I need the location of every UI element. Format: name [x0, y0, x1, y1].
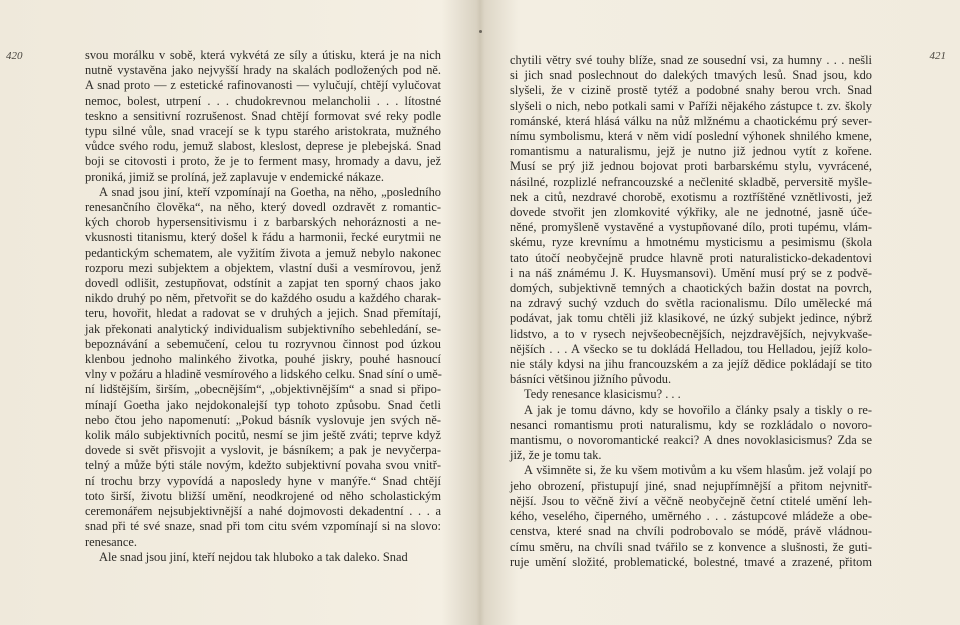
text-line: bepoznávání a sebemučení, celou tu rozryvnou činnost pod úzkou	[85, 336, 441, 351]
text-line: již, že je tomu tak.	[510, 448, 602, 463]
text-line: násilné, rozplizlé nefrancouzské a nečlenité skladbě, perversitě myšle-	[510, 174, 872, 189]
text-line: svou morálku v sobě, která vykvétá ze síly a útisku, která je na nich	[85, 48, 441, 62]
text-line: toto širší, životu bližší umění, neodkrojené od něho scholastickým	[85, 488, 441, 503]
text-line: kého, veselého, čiperného, uměrného . . . zástupcové mládeže a obe-	[510, 509, 872, 524]
text-line: slyšeli, že v cizině prostě tytéž a podobné snahy berou vrch. Snad	[510, 83, 872, 98]
text-line: teskno a sensitivní rozrušenost. Snad chtějí formovat své reky podle	[85, 108, 441, 123]
text-line: jeho obrození, přistupují jiné, snad nejupřímnější a přitom nejvnitř-	[510, 478, 872, 493]
text-line: nější. Jsou to věčně živí a věčně neobyčejně četní ctitelé umění leh-	[510, 493, 872, 508]
left-page-number: 420	[6, 50, 23, 62]
text-line: básníci většinou jižního původu.	[510, 372, 672, 387]
text-line: skému, ryze krevnímu a hmotnému mysticismu a pesimismu (škola	[510, 235, 872, 250]
text-line: telný a může býti stále novým, kdežto subjektivní povaha svou vnitř-	[85, 458, 441, 473]
text-line: něné, promyšleně vystavěné a vystupňované dílo, proti tupému, vlám-	[510, 220, 872, 235]
text-line: renesančního člověka“, na něho, který dovedl ozdravět z romantic-	[85, 200, 441, 215]
text-line: nímu symbolismu, která v něm vidí poslední výhonek shnilého kmene,	[510, 129, 872, 144]
right-page-number: 421	[929, 50, 946, 62]
text-line: pedantickým schematem, ale vyžitím života a jemuž nebylo nakonec	[85, 245, 441, 260]
text-line: domých, subjektivně temných a chaotických bažin dostat na povrch,	[510, 281, 872, 296]
text-line: kolik málo subjektivních pocitů, nesmí se jim ještě zváti; teprve když	[85, 428, 441, 443]
text-line: A snad proto — z estetické rafinovanosti — vylučují, chtějí vylučovat	[85, 78, 441, 93]
text-line: A snad jsou jiní, kteří vzpomínají na Goetha, na něho, „posledního	[99, 184, 441, 199]
text-line: nesanci romantismu proti naturalismu, kdy se rozkládalo o novoro-	[510, 417, 872, 432]
text-line: nebo čtou jeho napomenutí: „Pokud básník vyslovuje jen svých ně-	[85, 412, 441, 427]
text-line: renesance.	[85, 534, 137, 549]
text-line: nějších . . . A všecko se tu dokládá Helladou, tou Helladou, jejíž kolo-	[510, 341, 872, 356]
text-line: jak překonati analytický individualism subjektivního sebehledání, se-	[85, 321, 441, 336]
text-line: ceremonářem nejsubjektivnější a nahé dojmovosti dekadentní . . . a	[85, 504, 441, 519]
text-line: Tedy renesance klasicismu? . . .	[524, 387, 681, 402]
text-line: na zdravý suchý vzduch do světla racionalismu. Dílo umělecké má	[510, 296, 872, 311]
text-line: i na náš známému J. K. Huysmansovi). Umění musí prý se z podvě-	[510, 265, 872, 280]
right-page	[482, 0, 960, 625]
text-line: A všimněte si, že ku všem motivům a ku všem hlasům. jež volají po	[524, 463, 872, 478]
text-line: nie stály kdysi na jihu francouzském a za jejíž dědice pokládají se tito	[510, 357, 872, 372]
text-line: románské, která hlásá válku na nůž mlžnému a chaotickému prý sever-	[510, 113, 872, 128]
text-line: dovedl odlišit, zestupňovat, odstínit a zapjat ten sporný chaos jako	[85, 276, 441, 291]
text-line: tato útočí neobyčejně prudce hlavně proti naturalisticko-dekadentovi	[510, 250, 872, 265]
ink-speck	[479, 30, 482, 33]
text-line: kých chorob hypersensitivismu i z barbarských nehoráznosti a ne-	[85, 215, 441, 230]
text-line: typu silné vůle, snad vracejí se k typu starého aristokrata, mužného	[85, 124, 441, 139]
left-page-text	[85, 48, 441, 565]
text-line: vlny v požáru a hladině vesmírového a lidského celku. Snad síní o umě-	[85, 367, 442, 382]
text-line: ruje umění složité, problematické, bolestné, tmavé a zrazené, přitom	[510, 554, 872, 569]
text-line: nemoc, bolest, utrpení . . . chudokrevnou melancholii . . . lítostné	[85, 93, 441, 108]
text-line: si jich snad poslechnout do dalekých tmavých lesů. Snad jsou, kdo	[510, 68, 872, 83]
text-line: vůdce svého rodu, jemuž slabost, kleslost, deprese je plebejská. Snad	[85, 139, 441, 154]
text-line: lidstvo, a to v rysech nejvšeobecnějších, nejzdravějších, nejvykvaše-	[510, 326, 872, 341]
text-line: nutně vystavěna jako nejvyšší hrady na skalách podložených pod ně.	[85, 63, 441, 78]
text-line: snad při té své snaze, snad při tom citu svém vzpomínají si na slovo:	[85, 519, 441, 534]
text-line: A jak je tomu dávno, kdy se hovořilo a články psaly a tiskly o re-	[524, 402, 872, 417]
text-line: slyšeli o nich, nebo potkali sami v Paříži nějakého zástupce t. zv. školy	[510, 98, 872, 113]
text-line: mínají Goetha jako nejdokonalejší typ tohoto způsobu. Snad četli	[85, 397, 441, 412]
text-line: teru, hovořit, hledat a radovat se v druhých a jejich. Snad přemítají,	[85, 306, 441, 321]
text-line: proniká, jimiž se prolíná, jež zaplavuje v endemické nákaze.	[85, 169, 384, 184]
text-line: címu směru, na chvíli snad tvářilo se z konvence a slušnosti, že guti-	[510, 539, 872, 554]
text-line: chytili větry své touhy blíže, snad ze sousední vsi, za humny . . . nešli	[510, 53, 872, 67]
text-line: rozporu mezi subjektem a objektem, vlastní duši a vesmírovou, jenž	[85, 260, 441, 275]
text-line: dovede stvořit jen zlomkovité výkřiky, ale ne jednotné, jasně úče-	[510, 205, 872, 220]
text-line: nek a citů, nezdravé chorobě, exotismu a roztříštěné vznětlivosti, jež	[510, 189, 872, 204]
text-line: boji se citovosti i proto, že je to ferment masy, hromady a davu, jež	[85, 154, 441, 169]
text-line: ní lidštějším, širším, „obecnějším“, „objektivnějším“ a snad si připo-	[85, 382, 441, 397]
text-line: klenbou jednoho malinkého životka, pouhé jiskry, pouhé hasnoucí	[85, 352, 441, 367]
text-line: nikdo druhý po něm, přetvořit se do každého osudu a každého charak-	[85, 291, 441, 306]
text-line: mantismu, o novoromantické reakci? A dnes novoklasicismus? Zda se	[510, 433, 872, 448]
text-line: ní trochu brzy vypovídá a naposledy hyne v manýře.“ Snad chtějí	[85, 473, 441, 488]
text-line: Ale snad jsou jiní, kteří nejdou tak hluboko a tak daleko. Snad	[99, 549, 408, 564]
text-line: dovede si svět přisvojit a vyslovit, je básníkem; a pak je nevyčerpa-	[85, 443, 441, 458]
text-line: censtva, které snad na chvíli podrobovalo se módě, právě vládnou-	[510, 524, 872, 539]
text-line: podávat, jak tomu chtěli již klasikové, ne úzký subjekt jedince, nýbrž	[510, 311, 872, 326]
text-line: vkusnosti titanismu, který došel k řádu a harmonii, řecké eurytmii ne	[85, 230, 441, 245]
left-page	[0, 0, 478, 625]
text-line: Musí se prý již jednou bojovat proti barbarskému stylu, vyvrácené,	[510, 159, 872, 174]
text-line: romantismu a naturalismu, jejž je nutno již jednou vytít z kořene.	[510, 144, 872, 159]
right-page-text	[510, 53, 872, 570]
